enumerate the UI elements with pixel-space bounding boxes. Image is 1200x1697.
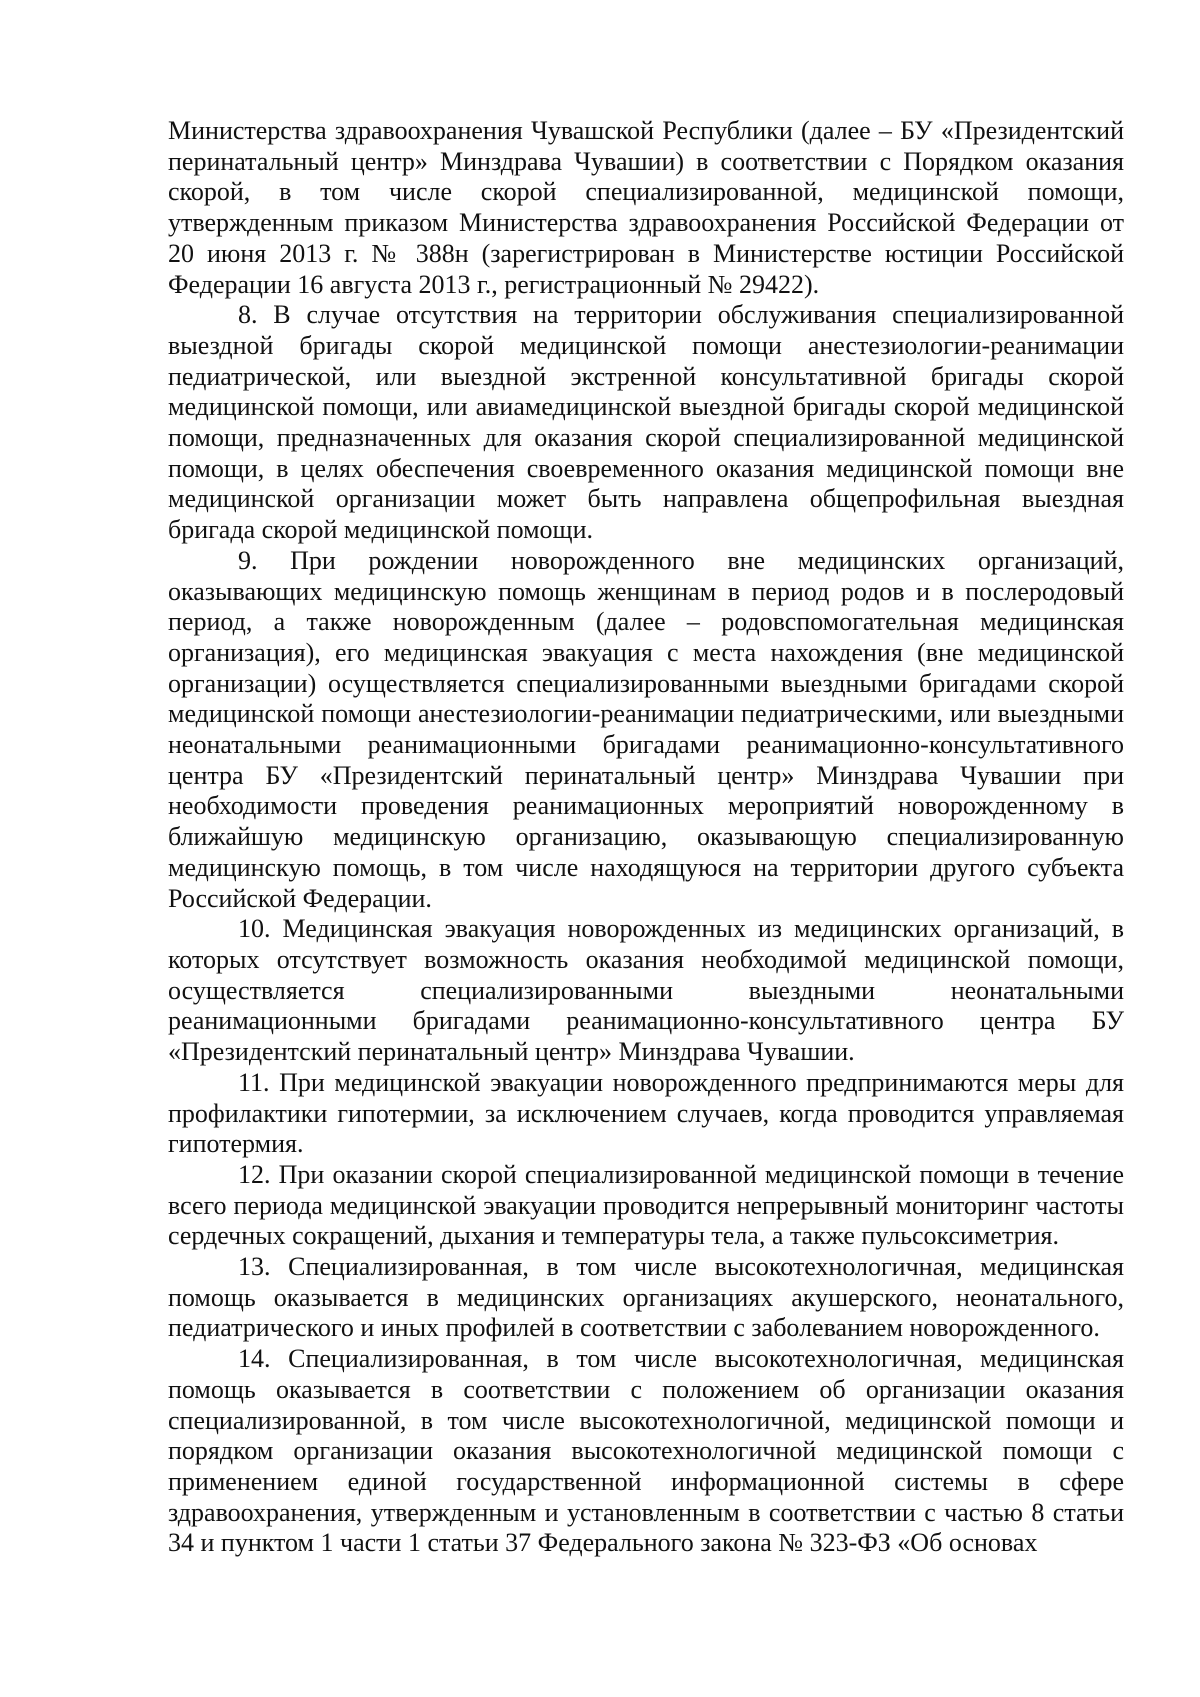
paragraph-9: 9. При рождении новорожденного вне медицинских организаций, оказывающих медицинскую помощь женщинам в период родов и в послеродовый период, а также новорожденным (далее – родовспомогательная медицинская организация), его медицинская эвакуация с места нахождения (вне медицинской организации) осуществляется специализированными выездными бригадами скорой медицинской помощи анестезиологии-реанимации педиатрическими, или выездными неонатальными реанимационными бригадами реанимационно-консультативного центра БУ «Президентский перинатальный центр» Минздрава Чувашии при необходимости проведения реанимационных мероприятий новорожденному в ближайшую медицинскую организацию, оказывающую специализированную медицинскую помощь, в том числе находящуюся на территории другого субъекта Российской Федерации. bbox=[168, 545, 1124, 913]
paragraph-8: 8. В случае отсутствия на территории обслуживания специализированной выездной бригады скорой медицинской помощи анестезиологии-реанимации педиатрической, или выездной экстренной консультативной бригады скорой медицинской помощи, или авиамедицинской выездной бригады скорой медицинской помощи, предназначенных для оказания скорой специализированной медицинской помощи, в целях обеспечения своевременного оказания медицинской помощи вне медицинской организации может быть направлена общепрофильная выездная бригада скорой медицинской помощи. bbox=[168, 300, 1124, 545]
paragraph-12: 12. При оказании скорой специализированной медицинской помощи в течение всего периода медицинской эвакуации проводится непрерывный мониторинг частоты сердечных сокращений, дыхания и температуры тела, а также пульсоксиметрия. bbox=[168, 1159, 1124, 1251]
paragraph-14: 14. Специализированная, в том числе высокотехнологичная, медицинская помощь оказывается в соответствии с положением об организации оказания специализированной, в том числе высокотехнологичной, медицинской помощи и порядком организации оказания высокотехнологичной медицинской помощи с применением единой государственной информационной системы в сфере здравоохранения, утвержденным и установленным в соответствии с частью 8 статьи 34 и пунктом 1 части 1 статьи 37 Федерального закона № 323-ФЗ «Об основах bbox=[168, 1344, 1124, 1558]
paragraph-continuation: Министерства здравоохранения Чувашской Республики (далее – БУ «Президентский перинатальный центр» Минздрава Чувашии) в соответствии с Порядком оказания скорой, в том числе скорой специализированной, медицинской помощи, утвержденным приказом Министерства здравоохранения Российской Федерации от 20 июня 2013 г. № 388н (зарегистрирован в Министерстве юстиции Российской Федерации 16 августа 2013 г., регистрационный № 29422). bbox=[168, 116, 1124, 299]
document-page bbox=[168, 116, 1124, 1559]
paragraph-10: 10. Медицинская эвакуация новорожденных из медицинских организаций, в которых отсутствует возможность оказания необходимой медицинской помощи, осуществляется специализированными выездными неонатальными реанимационными бригадами реанимационно-консультативного центра БУ «Президентский перинатальный центр» Минздрава Чувашии. bbox=[168, 914, 1124, 1067]
paragraph-13: 13. Специализированная, в том числе высокотехнологичная, медицинская помощь оказывается в медицинских организациях акушерского, неонатального, педиатрического и иных профилей в соответствии с заболеванием новорожденного. bbox=[168, 1252, 1124, 1343]
paragraph-11: 11. При медицинской эвакуации новорожденного предпринимаются меры для профилактики гипотермии, за исключением случаев, когда проводится управляемая гипотермия. bbox=[168, 1067, 1124, 1159]
